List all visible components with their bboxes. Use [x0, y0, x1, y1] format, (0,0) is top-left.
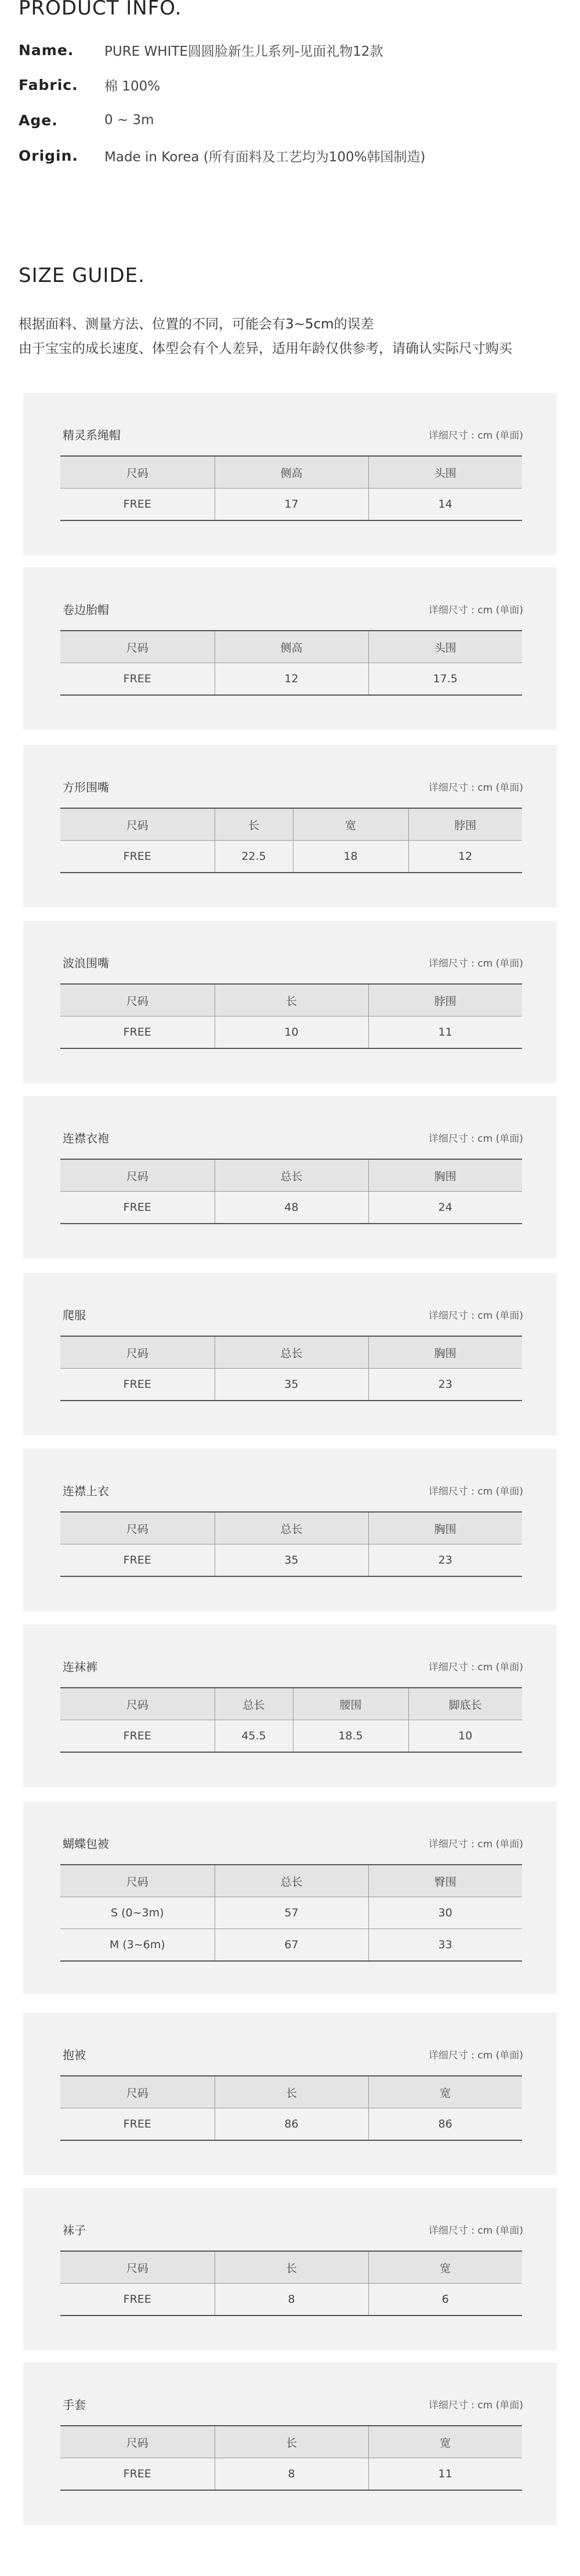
size-note-2: 由于宝宝的成长速度、体型会有个人差异，适用年龄仅供参考，请确认实际尺寸购买 — [19, 341, 512, 356]
size-card — [23, 921, 557, 1083]
info-value: 0 ~ 3m — [104, 113, 154, 128]
column-header: 宽 — [368, 2426, 522, 2458]
table-header-row — [60, 456, 522, 489]
item-name: 波浪围嘴 — [63, 956, 109, 970]
size-card-header — [63, 954, 523, 971]
size-card — [23, 2013, 557, 2175]
column-header: 总长 — [215, 1688, 293, 1720]
column-header: 尺码 — [60, 808, 215, 841]
column-header: 胸围 — [368, 1336, 522, 1369]
column-header: 尺码 — [60, 2076, 215, 2108]
table-row — [60, 1369, 522, 1401]
table-cell: 22.5 — [215, 841, 293, 873]
column-header: 总长 — [215, 1512, 368, 1544]
table-cell: 14 — [368, 489, 522, 521]
column-header: 臀围 — [368, 1865, 522, 1897]
info-value: PURE WHITE圆圆脸新生儿系列-见面礼物12款 — [104, 44, 383, 59]
column-header: 长 — [215, 2426, 368, 2458]
size-table — [60, 2075, 522, 2141]
size-card — [23, 1273, 557, 1435]
item-name: 手套 — [63, 2398, 86, 2412]
table-cell: 10 — [408, 1720, 522, 1753]
table-cell: FREE — [60, 1192, 215, 1224]
table-header-row — [60, 984, 522, 1016]
column-header: 脚底长 — [408, 1688, 522, 1720]
unit-label: 详细尺寸 : cm (单面) — [428, 1662, 523, 1673]
table-cell: 12 — [215, 663, 368, 696]
column-header: 宽 — [293, 808, 408, 841]
item-name: 连襟衣袍 — [63, 1131, 109, 1145]
table-row — [60, 1016, 522, 1049]
unit-label: 详细尺寸 : cm (单面) — [428, 782, 523, 794]
column-header: 胸围 — [368, 1512, 522, 1544]
size-card — [23, 745, 557, 907]
table-cell: 18 — [293, 841, 408, 873]
table-cell: 17 — [215, 489, 368, 521]
table-header-row — [60, 631, 522, 663]
info-row-fabric — [19, 73, 160, 96]
column-header: 长 — [215, 808, 293, 841]
column-header: 尺码 — [60, 1159, 215, 1192]
table-header-row — [60, 1688, 522, 1720]
table-row — [60, 841, 522, 873]
table-cell: FREE — [60, 1720, 215, 1753]
info-row-age — [19, 108, 154, 132]
table-cell: 8 — [215, 2458, 368, 2491]
item-name: 爬服 — [63, 1308, 86, 1322]
info-row-name — [19, 38, 383, 61]
column-header: 长 — [215, 984, 368, 1016]
unit-label: 详细尺寸 : cm (单面) — [428, 2225, 523, 2237]
table-row — [60, 489, 522, 521]
table-cell: 33 — [368, 1929, 522, 1962]
table-cell: 12 — [408, 841, 522, 873]
table-row — [60, 2458, 522, 2491]
column-header: 胸围 — [368, 1159, 522, 1192]
info-label: Name. — [19, 41, 74, 59]
table-row — [60, 1720, 522, 1753]
size-card — [23, 1449, 557, 1611]
column-header: 总长 — [215, 1865, 368, 1897]
column-header: 脖围 — [368, 984, 522, 1016]
table-cell: FREE — [60, 2108, 215, 2141]
size-table — [60, 983, 522, 1049]
table-cell: 6 — [368, 2284, 522, 2316]
table-cell: FREE — [60, 1544, 215, 1577]
column-header: 腰围 — [293, 1688, 408, 1720]
table-cell: 48 — [215, 1192, 368, 1224]
table-cell: 23 — [368, 1369, 522, 1401]
column-header: 长 — [215, 2076, 368, 2108]
column-header: 尺码 — [60, 1512, 215, 1544]
size-table — [60, 1159, 522, 1224]
unit-label: 详细尺寸 : cm (单面) — [428, 1839, 523, 1850]
table-header-row — [60, 808, 522, 841]
column-header: 头围 — [368, 631, 522, 663]
size-card — [23, 567, 557, 730]
size-card-header — [63, 1306, 523, 1323]
size-card-header — [63, 1482, 523, 1499]
table-cell: FREE — [60, 489, 215, 521]
table-cell: 45.5 — [215, 1720, 293, 1753]
size-card — [23, 1625, 557, 1787]
size-card — [23, 1801, 557, 1994]
size-card-header — [63, 2396, 523, 2413]
size-card-header — [63, 2221, 523, 2238]
info-label: Fabric. — [19, 76, 78, 93]
table-cell: 11 — [368, 1016, 522, 1049]
size-card-header — [63, 600, 523, 618]
size-table — [60, 455, 522, 521]
table-cell: 11 — [368, 2458, 522, 2491]
item-name: 连袜裤 — [63, 1660, 97, 1674]
table-header-row — [60, 2251, 522, 2284]
unit-label: 详细尺寸 : cm (单面) — [428, 1133, 523, 1145]
column-header: 尺码 — [60, 2251, 215, 2284]
unit-label: 详细尺寸 : cm (单面) — [428, 605, 523, 616]
table-row — [60, 1929, 522, 1962]
size-card — [23, 2188, 557, 2350]
unit-label: 详细尺寸 : cm (单面) — [428, 430, 523, 442]
column-header: 尺码 — [60, 2426, 215, 2458]
size-card — [23, 2362, 557, 2525]
column-header: 总长 — [215, 1336, 368, 1369]
unit-label: 详细尺寸 : cm (单面) — [428, 2400, 523, 2411]
table-cell: 57 — [215, 1897, 368, 1929]
size-card-header — [63, 1658, 523, 1675]
size-table — [60, 1336, 522, 1401]
size-table — [60, 808, 522, 873]
table-header-row — [60, 1865, 522, 1897]
info-label: Origin. — [19, 147, 78, 164]
info-label: Age. — [19, 111, 58, 129]
column-header: 侧高 — [215, 631, 368, 663]
column-header: 尺码 — [60, 1336, 215, 1369]
column-header: 尺码 — [60, 984, 215, 1016]
table-row — [60, 2284, 522, 2316]
column-header: 头围 — [368, 456, 522, 489]
table-cell: 17.5 — [368, 663, 522, 696]
table-cell: 35 — [215, 1544, 368, 1577]
info-value: Made in Korea (所有面料及工艺均为100%韩国制造) — [104, 149, 426, 165]
table-row — [60, 1192, 522, 1224]
size-table — [60, 1864, 522, 1962]
size-card-header — [63, 2046, 523, 2063]
table-row — [60, 663, 522, 696]
size-card-header — [63, 1835, 523, 1852]
table-cell: FREE — [60, 841, 215, 873]
table-header-row — [60, 2426, 522, 2458]
table-cell: 67 — [215, 1929, 368, 1962]
column-header: 脖围 — [408, 808, 522, 841]
column-header: 总长 — [215, 1159, 368, 1192]
info-row-origin — [19, 144, 426, 167]
table-row — [60, 2108, 522, 2141]
table-cell: 86 — [368, 2108, 522, 2141]
column-header: 尺码 — [60, 1865, 215, 1897]
item-name: 连襟上衣 — [63, 1484, 109, 1498]
column-header: 宽 — [368, 2076, 522, 2108]
table-cell: FREE — [60, 1016, 215, 1049]
column-header: 尺码 — [60, 631, 215, 663]
table-cell: S (0~3m) — [60, 1897, 215, 1929]
table-row — [60, 1544, 522, 1577]
table-cell: 23 — [368, 1544, 522, 1577]
unit-label: 详细尺寸 : cm (单面) — [428, 1486, 523, 1497]
column-header: 尺码 — [60, 1688, 215, 1720]
size-table — [60, 1687, 522, 1753]
size-table — [60, 2425, 522, 2491]
table-cell: FREE — [60, 2458, 215, 2491]
table-header-row — [60, 1159, 522, 1192]
size-card — [23, 1096, 557, 1258]
table-header-row — [60, 1512, 522, 1544]
item-name: 袜子 — [63, 2223, 86, 2237]
table-cell: M (3~6m) — [60, 1929, 215, 1962]
item-name: 方形围嘴 — [63, 780, 109, 794]
table-header-row — [60, 2076, 522, 2108]
table-header-row — [60, 1336, 522, 1369]
size-card — [23, 393, 557, 555]
table-cell: 35 — [215, 1369, 368, 1401]
item-name: 蝴蝶包被 — [63, 1837, 109, 1851]
unit-label: 详细尺寸 : cm (单面) — [428, 958, 523, 969]
table-cell: 8 — [215, 2284, 368, 2316]
column-header: 尺码 — [60, 456, 215, 489]
table-cell: FREE — [60, 1369, 215, 1401]
table-cell: 86 — [215, 2108, 368, 2141]
info-value: 棉 100% — [104, 78, 161, 94]
unit-label: 详细尺寸 : cm (单面) — [428, 1310, 523, 1322]
unit-label: 详细尺寸 : cm (单面) — [428, 2050, 523, 2061]
table-cell: 10 — [215, 1016, 368, 1049]
size-card-header — [63, 778, 523, 795]
product-info-title: PRODUCT INFO. — [19, 0, 182, 20]
table-cell: FREE — [60, 2284, 215, 2316]
size-table — [60, 630, 522, 696]
size-guide-title: SIZE GUIDE. — [19, 264, 145, 287]
table-row — [60, 1897, 522, 1929]
size-table — [60, 2251, 522, 2316]
table-cell: 24 — [368, 1192, 522, 1224]
table-cell: FREE — [60, 663, 215, 696]
item-name: 抱被 — [63, 2048, 86, 2062]
table-cell: 30 — [368, 1897, 522, 1929]
column-header: 长 — [215, 2251, 368, 2284]
size-card-header — [63, 426, 523, 443]
item-name: 精灵系绳帽 — [63, 428, 121, 442]
item-name: 卷边胎帽 — [63, 603, 109, 617]
size-card-header — [63, 1129, 523, 1146]
table-cell: 18.5 — [293, 1720, 408, 1753]
column-header: 宽 — [368, 2251, 522, 2284]
size-table — [60, 1511, 522, 1577]
column-header: 侧高 — [215, 456, 368, 489]
size-note-1: 根据面料、测量方法、位置的不同，可能会有3~5cm的误差 — [19, 317, 374, 332]
